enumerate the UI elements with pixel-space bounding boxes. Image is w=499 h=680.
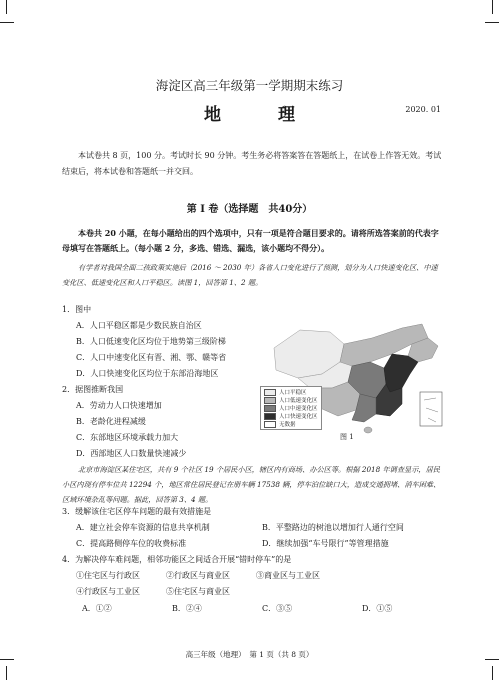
figure-label: 图 1 bbox=[340, 433, 354, 441]
question-4-item-3: ③商业区与工业区 bbox=[256, 571, 320, 580]
question-3-option-a[interactable]: A．建立社会停车资源的信息共享机制 bbox=[76, 523, 210, 532]
question-1-stem: 1．图中 bbox=[62, 305, 92, 314]
legend-swatch bbox=[264, 413, 276, 420]
question-1-option-b[interactable]: B．人口低速变化区均位于地势第三级阶梯 bbox=[76, 337, 226, 346]
crop-mark bbox=[492, 666, 493, 680]
legend-item: 人口中速变化区 bbox=[264, 404, 318, 412]
region-fast-east bbox=[384, 354, 418, 392]
question-3-option-b[interactable]: B．平整路边的树池以增加行人通行空间 bbox=[262, 523, 404, 532]
question-4-option-d[interactable]: D．①⑤ bbox=[362, 604, 393, 613]
passage-2: 北京市海淀区某住宅区，共有 9 个社区 19 个居民小区，辖区内有商场、办公区等。根据 2018 年调查显示，居民小区内现有停车位共 12294 个，地区常住居民登记在册车辆 17538 辆，停车泊位缺口大，造成交通拥堵、消车困难、区域环境杂乱等问题。据此，回答第 3、4 题。 bbox=[62, 465, 441, 504]
section-instructions: 本卷共 20 小题，在每小题给出的四个选项中，只有一项是符合题目要求的。请将所选答案前的代表字母填写在答题纸上。（每小题 2 分，多选、错选、漏选，该小题均不得分）。 bbox=[62, 228, 439, 253]
crop-mark bbox=[492, 0, 493, 14]
question-1-option-d[interactable]: D．人口快速变化区均位于东部沿海地区 bbox=[76, 369, 219, 378]
exam-date: 2020. 01 bbox=[405, 105, 441, 114]
question-4-option-b[interactable]: B．②④ bbox=[172, 604, 202, 613]
crop-mark bbox=[6, 666, 7, 680]
question-4-item-5: ⑤住宅区与商业区 bbox=[166, 587, 230, 596]
section-title: 第 I 卷（选择题 共40分） bbox=[186, 204, 313, 215]
question-3-stem: 3．缓解该住宅区停车问题的最有效措施是 bbox=[62, 507, 212, 516]
passage-1: 有学者对我国全面二孩政策实施后（2016 ～ 2030 年）各省人口变化进行了预测，划分为人口快速变化区、中速变化区、低速变化区和人口平稳区。读图 1，回答第 1、2 题。 bbox=[62, 263, 438, 287]
question-2-option-c[interactable]: C．东部地区环境承载力加大 bbox=[76, 433, 179, 442]
china-population-map bbox=[252, 322, 452, 440]
question-4-item-2: ②行政区与商业区 bbox=[166, 571, 230, 580]
question-1-option-a[interactable]: A．人口平稳区都是少数民族自治区 bbox=[76, 321, 202, 330]
question-2-option-a[interactable]: A．劳动力人口快速增加 bbox=[76, 401, 162, 410]
exam-intro: 本试卷共 8 页，100 分。考试时长 90 分钟。考生务必将答案答在答题纸上，在试卷上作答无效。考试结束后，将本试卷和答题纸一并交回。 bbox=[62, 151, 442, 176]
question-4-option-a[interactable]: A．①② bbox=[82, 604, 112, 613]
map-legend bbox=[260, 386, 322, 430]
question-1-option-c[interactable]: C．人口中速变化区有晋、湘、鄂、赣等省 bbox=[76, 353, 227, 362]
legend-swatch bbox=[264, 421, 276, 428]
question-3-option-c[interactable]: C．提高路侧停车位的收费标准 bbox=[76, 539, 187, 548]
legend-swatch bbox=[264, 405, 276, 412]
legend-swatch bbox=[264, 389, 276, 396]
page-footer: 高三年级（地理） 第 1 页（共 8 页） bbox=[185, 650, 314, 659]
question-4-item-1: ①住宅区与行政区 bbox=[76, 571, 140, 580]
subject-title: 地 理 bbox=[204, 105, 315, 125]
region-hainan bbox=[364, 427, 372, 433]
exam-title: 海淀区高三年级第一学期期末练习 bbox=[155, 78, 344, 93]
south-china-sea-inset bbox=[420, 392, 442, 426]
question-4-option-c[interactable]: C．③⑤ bbox=[262, 604, 293, 613]
question-4-item-4: ④行政区与工业区 bbox=[76, 587, 140, 596]
legend-item: 人口快速变化区 bbox=[264, 412, 318, 420]
question-2-stem: 2．据图推断我国 bbox=[62, 385, 124, 394]
legend-swatch bbox=[264, 397, 276, 404]
question-4-stem: 4．为解决停车难问题，相邻功能区之间适合开展“错时停车”的是 bbox=[62, 555, 292, 564]
legend-item: 人口平稳区 bbox=[264, 388, 318, 396]
crop-mark bbox=[6, 0, 7, 14]
crop-mark bbox=[485, 22, 499, 23]
crop-mark bbox=[0, 22, 14, 23]
legend-item: 人口低速变化区 bbox=[264, 396, 318, 404]
question-3-option-d[interactable]: D．继续加强“车号限行”等管理措施 bbox=[262, 539, 389, 548]
question-2-option-b[interactable]: B．老龄化进程减缓 bbox=[76, 417, 146, 426]
question-2-option-d[interactable]: D．西部地区人口数量快速减少 bbox=[76, 449, 187, 458]
legend-item: 无数据 bbox=[264, 420, 318, 428]
